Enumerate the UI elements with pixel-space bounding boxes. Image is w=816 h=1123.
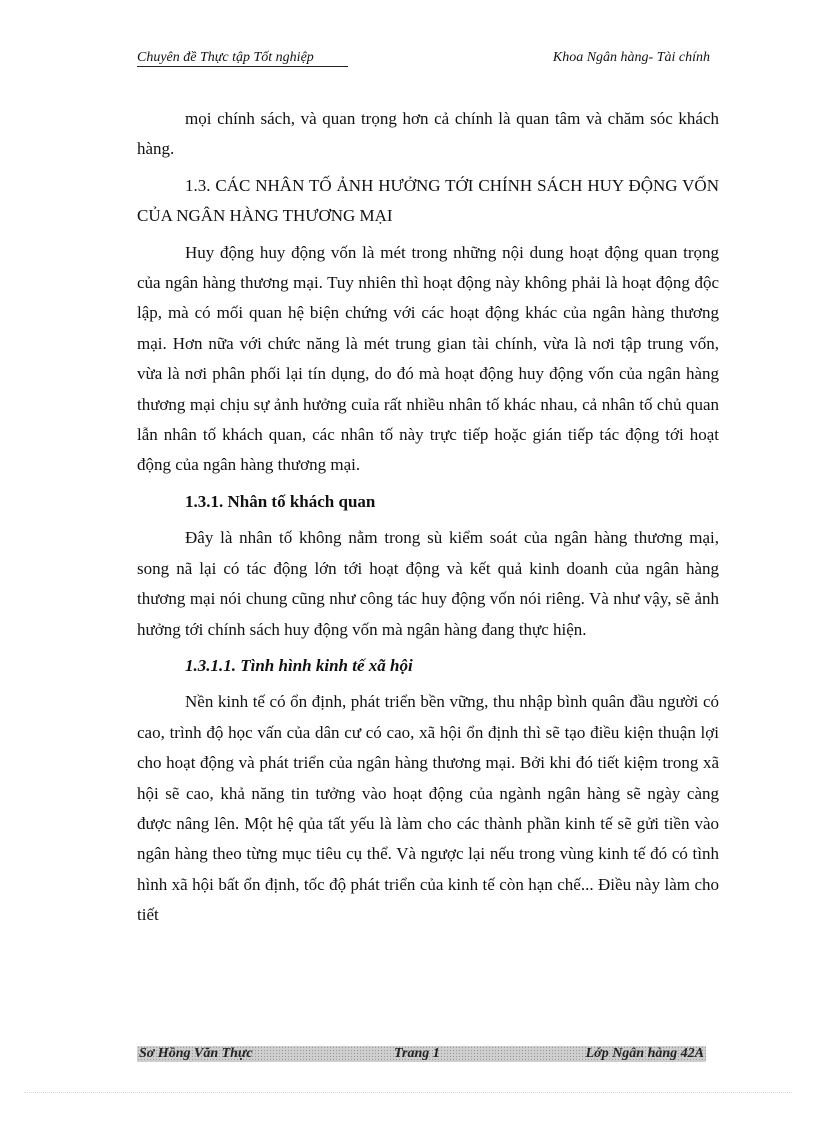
header-document-title: Chuyên đề Thực tập Tốt nghiệp (137, 50, 348, 67)
paragraph-objective-factors: Đây là nhân tố không nằm trong sù kiểm soát của ngân hàng thương mại, song nã lại có tác động lớn tới hoạt động và kết quả kinh doanh của ngân hàng thương mại nói chung cũng như công tác huy động vốn nói riêng. Và như vậy, sẽ ảnh hưởng tới chính sách huy động vốn mà ngân hàng đang thực hiện. (137, 528, 719, 639)
section-heading-1-3: 1.3. CÁC NHÂN TỐ ẢNH HƯỞNG TỚI CHÍNH SÁCH HUY ĐỘNG VỐN CỦA NGÂN HÀNG THƯƠNG MẠI (137, 175, 719, 226)
footer-author: Sơ Hồng Văn Thực (139, 1046, 253, 1061)
footer-class-name: Lớp Ngân hàng 42A (585, 1046, 704, 1061)
section-heading-1-3-1-1: 1.3.1.1. Tình hình kinh tế xã hội (185, 655, 413, 675)
paragraph-socio-economic: Nền kinh tế có ổn định, phát triển bền vững, thu nhập bình quân đầu người có cao, trình độ học vấn của dân cư có cao, xã hội ổn định thì sẽ tạo điều kiện thuận lợi cho hoạt động và phát triển của ngân hàng thương mại. Bởi khi đó tiết kiệm trong xã hội sẽ cao, khả năng tin tưởng vào hoạt động của ngành ngân hàng sẽ ngày càng được nâng lên. Một hệ qủa tất yếu là làm cho các thành phần kinh tế sẽ gửi tiền vào ngân hàng theo từng mục tiêu cụ thể. Và ngược lại nếu trong vùng kinh tế đó có tình hình xã hội bất ổn định, tốc độ phát triển của kinh tế còn hạn chế... Điều này làm cho tiết (137, 692, 719, 925)
paragraph-capital-mobilization: Huy động huy động vốn là mét trong những nội dung hoạt động quan trọng của ngân hàng thương mại. Tuy nhiên thì hoạt động này không phải là hoạt động độc lập, mà có mối quan hệ biện chứng với các hoạt động khác của ngân hàng thương mại. Hơn nữa với chức năng là mét trung gian tài chính, vừa là nơi tập trung vốn, vừa là nơi phân phối lại tín dụng, do đó mà hoạt động huy động vốn của ngân hàng thương mại chịu sự ảnh hưởng cuỉa rất nhiều nhân tố khác nhau, cả nhân tố chủ quan lẫn nhân tố khách quan, các nhân tố này trực tiếp hoặc gián tiếp tác động tới hoạt động của ngân hàng thương mại. (137, 242, 719, 475)
footer-page-number: Trang 1 (394, 1046, 440, 1061)
page-header (137, 50, 710, 66)
paragraph-intro: mọi chính sách, và quan trọng hơn cả chính là quan tâm và chăm sóc khách hàng. (137, 109, 719, 159)
header-faculty-name: Khoa Ngân hàng- Tài chính (552, 50, 710, 65)
page-bottom-edge (24, 1092, 792, 1093)
page-footer (137, 1046, 706, 1062)
section-heading-1-3-1: 1.3.1. Nhân tố khách quan (185, 491, 376, 511)
document-body (137, 104, 719, 931)
